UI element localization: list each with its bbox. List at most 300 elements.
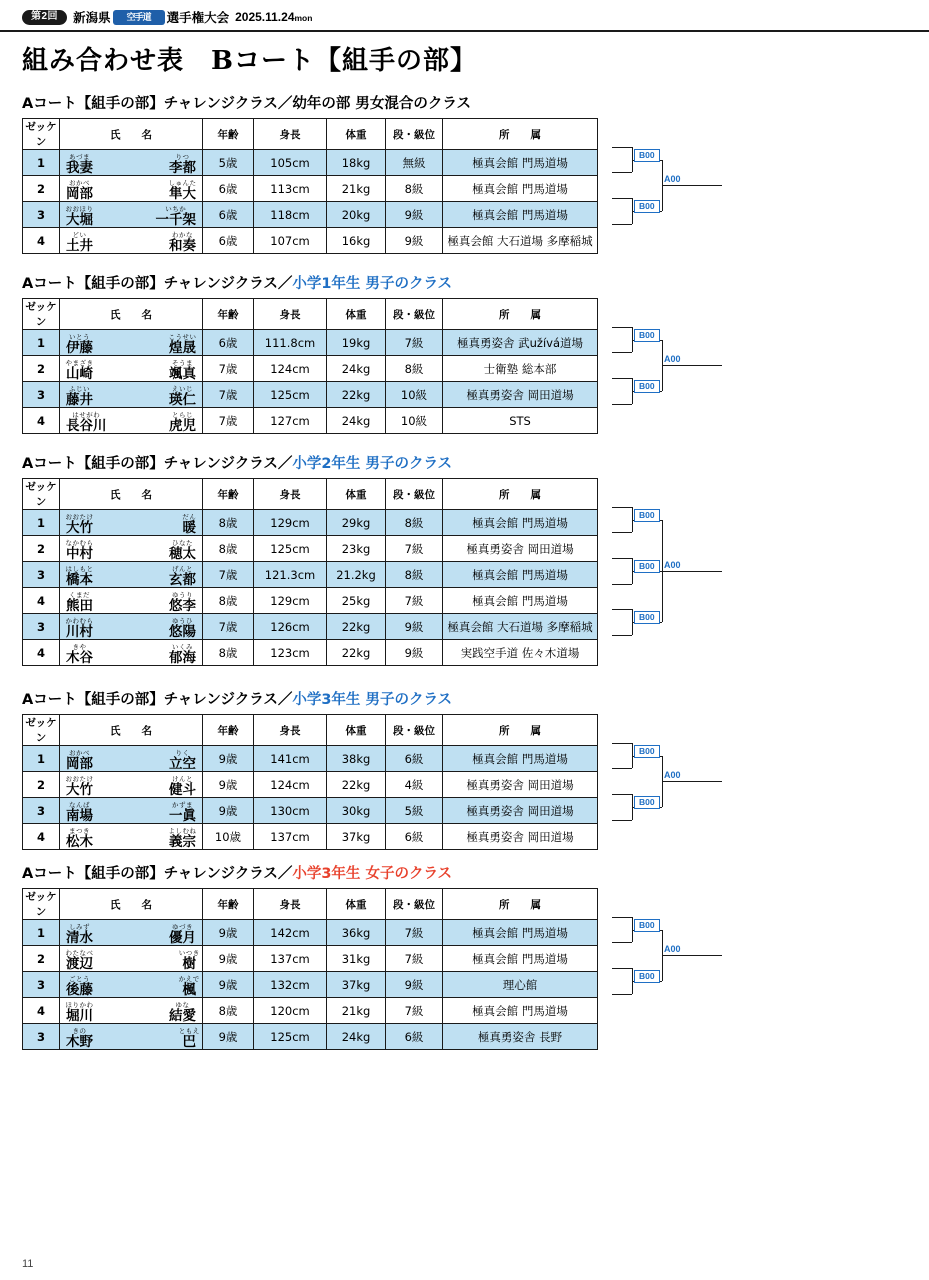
cell-age: 7歳 xyxy=(203,614,254,640)
bracket-slot-a: A00 xyxy=(664,354,681,365)
family-name-ruby: まつき xyxy=(69,826,90,835)
cell-bib: 2 xyxy=(23,176,60,202)
table-row xyxy=(23,972,598,998)
table-row xyxy=(23,562,598,588)
class-block xyxy=(22,272,681,434)
table-header-row xyxy=(23,119,598,150)
cell-height: 123cm xyxy=(254,640,327,666)
cell-dojo: 極真勇姿舎 長野 xyxy=(443,1024,598,1050)
given-name: しゅんた 隼大 xyxy=(168,178,197,202)
given-name: よしむね 義宗 xyxy=(168,826,197,850)
cell-dojo: 極真会館 大石道場 多摩稲城 xyxy=(443,228,598,254)
cell-height: 127cm xyxy=(254,408,327,434)
bracket-connector xyxy=(612,968,632,969)
cell-age: 8歳 xyxy=(203,510,254,536)
column-header: 段・級位 xyxy=(386,479,443,510)
given-name: かずま 一眞 xyxy=(169,800,196,824)
column-header: 所 属 xyxy=(443,119,598,150)
roster-table xyxy=(22,888,598,1050)
family-name: きの 木野 xyxy=(66,1026,93,1050)
column-header: 体重 xyxy=(327,889,386,920)
cell-dojo: 極真勇姿舎 岡田道場 xyxy=(443,772,598,798)
cell-weight: 16kg xyxy=(327,228,386,254)
bracket-connector xyxy=(612,378,632,379)
bracket-connector xyxy=(612,994,632,995)
table-row xyxy=(23,640,598,666)
bracket-slot-b: B00 xyxy=(634,970,660,983)
given-name: いくみ 郁海 xyxy=(169,642,196,666)
bracket-connector xyxy=(612,768,632,769)
cell-height: 124cm xyxy=(254,772,327,798)
cell-name xyxy=(60,772,203,798)
given-name-ruby: だん xyxy=(182,512,197,521)
cell-name xyxy=(60,382,203,408)
cell-height: 120cm xyxy=(254,998,327,1024)
table-row xyxy=(23,824,598,850)
cell-height: 137cm xyxy=(254,946,327,972)
cell-weight: 21kg xyxy=(327,998,386,1024)
cell-dojo: 極真会館 門馬道場 xyxy=(443,150,598,176)
class-title-sub: 小学3年生 女子のクラス xyxy=(292,866,453,882)
event-title xyxy=(73,8,229,26)
cell-age: 8歳 xyxy=(203,536,254,562)
bracket-connector xyxy=(662,571,722,572)
cell-age: 9歳 xyxy=(203,1024,254,1050)
bracket-connector xyxy=(662,955,722,956)
given-name: わかな 和奏 xyxy=(169,230,196,254)
given-name-ruby: りく xyxy=(175,748,190,757)
column-header: 体重 xyxy=(327,299,386,330)
family-name: きや 木谷 xyxy=(66,642,93,666)
cell-name xyxy=(60,150,203,176)
cell-bib: 1 xyxy=(23,746,60,772)
column-header: 氏 名 xyxy=(60,889,203,920)
cell-dojo: 極真会館 門馬道場 xyxy=(443,588,598,614)
cell-bib: 4 xyxy=(23,228,60,254)
cell-rank: 8級 xyxy=(386,356,443,382)
column-header: 所 属 xyxy=(443,299,598,330)
cell-bib: 3 xyxy=(23,1024,60,1050)
cell-dojo: 極真会館 門馬道場 xyxy=(443,510,598,536)
family-name: いとう 伊藤 xyxy=(66,332,93,356)
bracket-connector xyxy=(612,820,632,821)
family-name-ruby: なかむら xyxy=(65,538,94,547)
cell-dojo: 極真会館 大石道場 多摩稲城 xyxy=(443,614,598,640)
tournament-bracket xyxy=(612,904,912,1032)
bracket-connector xyxy=(662,365,722,366)
cell-weight: 36kg xyxy=(327,920,386,946)
bracket-slot-b: B00 xyxy=(634,560,660,573)
column-header: ゼッケン xyxy=(23,479,60,510)
cell-name xyxy=(60,408,203,434)
cell-rank: 6級 xyxy=(386,1024,443,1050)
given-name-ruby: いちか xyxy=(165,204,187,213)
document-header xyxy=(22,8,312,26)
cell-dojo: 極真勇姿舎 岡田道場 xyxy=(443,798,598,824)
family-name: おかべ 岡部 xyxy=(66,178,93,202)
bracket-slot-b: B00 xyxy=(634,380,660,393)
cell-weight: 24kg xyxy=(327,408,386,434)
table-row xyxy=(23,202,598,228)
cell-bib: 4 xyxy=(23,640,60,666)
bracket-connector xyxy=(612,942,632,943)
table-row xyxy=(23,408,598,434)
family-name: くまだ 熊田 xyxy=(66,590,93,614)
family-name-ruby: いとう xyxy=(69,332,90,341)
cell-weight: 22kg xyxy=(327,382,386,408)
cell-name xyxy=(60,946,203,972)
cell-dojo: 極真会館 門馬道場 xyxy=(443,562,598,588)
family-name: ごとう 後藤 xyxy=(66,974,93,998)
cell-bib: 3 xyxy=(23,202,60,228)
column-header: 所 属 xyxy=(443,889,598,920)
given-name: りつ 李都 xyxy=(169,152,196,176)
column-header: 段・級位 xyxy=(386,889,443,920)
table-row xyxy=(23,614,598,640)
cell-age: 6歳 xyxy=(203,202,254,228)
roster-table xyxy=(22,478,598,666)
table-row xyxy=(23,920,598,946)
cell-weight: 29kg xyxy=(327,510,386,536)
family-name-ruby: ごとう xyxy=(69,974,90,983)
cell-weight: 38kg xyxy=(327,746,386,772)
bracket-connector xyxy=(612,794,632,795)
cell-bib: 1 xyxy=(23,150,60,176)
family-name-ruby: おおたけ xyxy=(65,512,94,521)
column-header: 年齢 xyxy=(203,299,254,330)
cell-name xyxy=(60,510,203,536)
column-header: ゼッケン xyxy=(23,119,60,150)
cell-rank: 7級 xyxy=(386,998,443,1024)
column-header: 所 属 xyxy=(443,479,598,510)
given-name: ゆな 結愛 xyxy=(169,1000,196,1024)
cell-rank: 無級 xyxy=(386,150,443,176)
cell-height: 125cm xyxy=(254,1024,327,1050)
table-row xyxy=(23,998,598,1024)
cell-rank: 7級 xyxy=(386,588,443,614)
family-name: ほりかわ 堀川 xyxy=(65,1000,94,1024)
cell-bib: 1 xyxy=(23,330,60,356)
column-header: 段・級位 xyxy=(386,715,443,746)
cell-age: 7歳 xyxy=(203,408,254,434)
cell-bib: 1 xyxy=(23,510,60,536)
given-name-ruby: いつき xyxy=(178,948,200,957)
cell-weight: 31kg xyxy=(327,946,386,972)
tournament-bracket xyxy=(612,494,912,648)
given-name-ruby: ゆうひ xyxy=(172,616,193,625)
table-row xyxy=(23,176,598,202)
bracket-slot-b: B00 xyxy=(634,796,660,809)
cell-height: 137cm xyxy=(254,824,327,850)
bracket-connector xyxy=(612,327,632,328)
given-name-ruby: しゅんた xyxy=(168,178,197,187)
given-name: ひなた 穂太 xyxy=(169,538,196,562)
bracket-connector xyxy=(612,507,632,508)
table-header-row xyxy=(23,299,598,330)
cell-height: 129cm xyxy=(254,588,327,614)
family-name-ruby: はせがわ xyxy=(72,410,101,419)
family-name-ruby: わたなべ xyxy=(65,948,94,957)
cell-age: 8歳 xyxy=(203,640,254,666)
given-name-ruby: りつ xyxy=(175,152,190,161)
table-row xyxy=(23,946,598,972)
cell-weight: 24kg xyxy=(327,356,386,382)
cell-height: 125cm xyxy=(254,536,327,562)
cell-weight: 22kg xyxy=(327,614,386,640)
event-date xyxy=(235,10,312,24)
table-row xyxy=(23,772,598,798)
column-header: 身長 xyxy=(254,715,327,746)
given-name-ruby: とらじ xyxy=(172,410,193,419)
family-name: おかべ 岡部 xyxy=(66,748,93,772)
table-row xyxy=(23,798,598,824)
cell-height: 105cm xyxy=(254,150,327,176)
bracket-connector xyxy=(662,185,722,186)
cell-weight: 21.2kg xyxy=(327,562,386,588)
bracket-slot-b: B00 xyxy=(634,919,660,932)
table-row xyxy=(23,746,598,772)
given-name-ruby: そうま xyxy=(172,358,193,367)
given-name-ruby: ひなた xyxy=(172,538,193,547)
column-header: 氏 名 xyxy=(60,119,203,150)
cell-age: 9歳 xyxy=(203,972,254,998)
cell-age: 9歳 xyxy=(203,772,254,798)
cell-name xyxy=(60,614,203,640)
column-header: 氏 名 xyxy=(60,479,203,510)
tournament-bracket xyxy=(612,730,912,832)
given-name: ともえ 巴 xyxy=(178,1026,200,1050)
class-title-sub: 幼年の部 男女混合のクラス xyxy=(292,96,471,112)
table-header-row xyxy=(23,479,598,510)
cell-name xyxy=(60,562,203,588)
cell-name xyxy=(60,202,203,228)
cell-rank: 6級 xyxy=(386,824,443,850)
given-name-ruby: いくみ xyxy=(172,642,193,651)
family-name-ruby: やまざき xyxy=(65,358,94,367)
cell-rank: 10級 xyxy=(386,408,443,434)
bracket-connector xyxy=(612,172,632,173)
cell-bib: 3 xyxy=(23,614,60,640)
event-date-value: 2025.11.24 xyxy=(235,10,295,24)
class-title-sub: 小学1年生 男子のクラス xyxy=(292,276,453,292)
cell-name xyxy=(60,640,203,666)
bracket-connector xyxy=(612,352,632,353)
cell-dojo: 極真勇姿舎 岡田道場 xyxy=(443,536,598,562)
given-name-ruby: かえで xyxy=(178,974,200,983)
cell-rank: 7級 xyxy=(386,920,443,946)
family-name-ruby: しみず xyxy=(69,922,90,931)
cell-age: 9歳 xyxy=(203,798,254,824)
column-header: 身長 xyxy=(254,889,327,920)
family-name-ruby: きや xyxy=(72,642,87,651)
family-name-ruby: おかべ xyxy=(69,178,90,187)
cell-rank: 9級 xyxy=(386,228,443,254)
given-name: いちか 一千架 xyxy=(155,204,196,228)
class-title-sub: 小学2年生 男子のクラス xyxy=(292,456,453,472)
column-header: ゼッケン xyxy=(23,715,60,746)
table-header-row xyxy=(23,889,598,920)
tournament-bracket xyxy=(612,134,912,236)
given-name: りく 立空 xyxy=(169,748,196,772)
column-header: 年齢 xyxy=(203,715,254,746)
table-header-row xyxy=(23,715,598,746)
cell-dojo: 極真会館 門馬道場 xyxy=(443,998,598,1024)
cell-dojo: 極真会館 門馬道場 xyxy=(443,946,598,972)
family-name: おおたけ 大竹 xyxy=(65,774,94,798)
column-header: 年齢 xyxy=(203,479,254,510)
class-block xyxy=(22,92,681,254)
cell-dojo: 実践空手道 佐々木道場 xyxy=(443,640,598,666)
given-name: だん 暖 xyxy=(182,512,197,536)
bracket-connector xyxy=(612,743,632,744)
cell-name xyxy=(60,1024,203,1050)
family-name-ruby: きの xyxy=(72,1026,87,1035)
cell-bib: 2 xyxy=(23,356,60,382)
roster-table xyxy=(22,118,598,254)
column-header: 体重 xyxy=(327,715,386,746)
table-row xyxy=(23,510,598,536)
cell-bib: 3 xyxy=(23,972,60,998)
class-title xyxy=(22,688,598,709)
cell-height: 113cm xyxy=(254,176,327,202)
given-name-ruby: えいじ xyxy=(172,384,193,393)
family-name: ふじい 藤井 xyxy=(66,384,93,408)
cell-rank: 7級 xyxy=(386,536,443,562)
given-name: ゆづき 優月 xyxy=(169,922,196,946)
table-row xyxy=(23,228,598,254)
cell-height: 118cm xyxy=(254,202,327,228)
cell-name xyxy=(60,746,203,772)
cell-bib: 1 xyxy=(23,920,60,946)
cell-height: 111.8cm xyxy=(254,330,327,356)
class-block xyxy=(22,688,681,850)
family-name-ruby: おかべ xyxy=(69,748,90,757)
bracket-slot-a: A00 xyxy=(664,559,681,570)
header-divider xyxy=(0,30,929,32)
page-title: 組み合わせ表 Bコート【組手の部】 xyxy=(22,46,477,76)
bracket-connector xyxy=(662,781,722,782)
class-title-main: Aコート【組手の部】チャレンジクラス／ xyxy=(22,866,293,882)
family-name: おおたけ 大竹 xyxy=(65,512,94,536)
class-title-main: Aコート【組手の部】チャレンジクラス／ xyxy=(22,692,293,708)
class-title xyxy=(22,272,598,293)
cell-age: 7歳 xyxy=(203,562,254,588)
column-header: 所 属 xyxy=(443,715,598,746)
bracket-connector xyxy=(612,635,632,636)
given-name: ゆうひ 悠陽 xyxy=(169,616,196,640)
cell-age: 10歳 xyxy=(203,824,254,850)
bracket-slot-b: B00 xyxy=(634,745,660,758)
cell-dojo: 極真勇姿舎 岡田道場 xyxy=(443,382,598,408)
cell-height: 125cm xyxy=(254,382,327,408)
tournament-bracket xyxy=(612,314,912,416)
page-number: 11 xyxy=(22,1258,34,1270)
cell-age: 8歳 xyxy=(203,998,254,1024)
given-name-ruby: げんと xyxy=(172,564,193,573)
cell-rank: 9級 xyxy=(386,202,443,228)
family-name-ruby: くまだ xyxy=(69,590,90,599)
cell-dojo: 極真会館 門馬道場 xyxy=(443,746,598,772)
given-name: そうま 颯真 xyxy=(169,358,196,382)
family-name-ruby: ほりかわ xyxy=(65,1000,94,1009)
cell-dojo: 極真勇姿舎 武užívá道場 xyxy=(443,330,598,356)
given-name-ruby: よしむね xyxy=(168,826,197,835)
event-date-weekday: mon xyxy=(294,13,313,23)
column-header: 年齢 xyxy=(203,119,254,150)
cell-height: 107cm xyxy=(254,228,327,254)
cell-name xyxy=(60,972,203,998)
bracket-slot-a: A00 xyxy=(664,174,681,185)
cell-name xyxy=(60,356,203,382)
cell-rank: 9級 xyxy=(386,614,443,640)
family-name: かわむら 川村 xyxy=(65,616,94,640)
cell-rank: 7級 xyxy=(386,946,443,972)
karate-logo-icon: 空手道 xyxy=(113,10,165,25)
cell-height: 126cm xyxy=(254,614,327,640)
cell-dojo: 士衛塾 総本部 xyxy=(443,356,598,382)
cell-rank: 5級 xyxy=(386,798,443,824)
bracket-connector xyxy=(612,609,632,610)
cell-bib: 4 xyxy=(23,408,60,434)
cell-height: 129cm xyxy=(254,510,327,536)
given-name: かえで 楓 xyxy=(178,974,200,998)
column-header: ゼッケン xyxy=(23,889,60,920)
table-row xyxy=(23,1024,598,1050)
class-title xyxy=(22,92,598,113)
cell-bib: 4 xyxy=(23,824,60,850)
family-name-ruby: かわむら xyxy=(65,616,94,625)
family-name: まつき 松木 xyxy=(66,826,93,850)
column-header: 氏 名 xyxy=(60,299,203,330)
cell-weight: 37kg xyxy=(327,824,386,850)
cell-height: 141cm xyxy=(254,746,327,772)
column-header: 体重 xyxy=(327,479,386,510)
table-row xyxy=(23,536,598,562)
given-name-ruby: ゆづき xyxy=(172,922,193,931)
cell-bib: 3 xyxy=(23,798,60,824)
family-name-ruby: ふじい xyxy=(69,384,90,393)
given-name-ruby: こうせい xyxy=(168,332,197,341)
given-name-ruby: ともえ xyxy=(178,1026,200,1035)
cell-bib: 3 xyxy=(23,382,60,408)
cell-age: 6歳 xyxy=(203,176,254,202)
cell-age: 9歳 xyxy=(203,920,254,946)
cell-weight: 23kg xyxy=(327,536,386,562)
cell-bib: 2 xyxy=(23,772,60,798)
bracket-slot-b: B00 xyxy=(634,509,660,522)
cell-weight: 22kg xyxy=(327,772,386,798)
cell-name xyxy=(60,330,203,356)
cell-bib: 4 xyxy=(23,588,60,614)
column-header: ゼッケン xyxy=(23,299,60,330)
given-name-ruby: かずま xyxy=(172,800,193,809)
table-row xyxy=(23,330,598,356)
bracket-connector xyxy=(612,532,632,533)
column-header: 氏 名 xyxy=(60,715,203,746)
class-title-sub: 小学3年生 男子のクラス xyxy=(292,692,453,708)
bracket-connector xyxy=(612,224,632,225)
cell-age: 9歳 xyxy=(203,946,254,972)
cell-rank: 9級 xyxy=(386,972,443,998)
bracket-slot-a: A00 xyxy=(664,944,681,955)
cell-height: 130cm xyxy=(254,798,327,824)
cell-bib: 2 xyxy=(23,536,60,562)
table-row xyxy=(23,356,598,382)
cell-rank: 4級 xyxy=(386,772,443,798)
family-name-ruby: あづま xyxy=(69,152,90,161)
given-name: げんと 玄都 xyxy=(169,564,196,588)
cell-dojo: 極真勇姿舎 岡田道場 xyxy=(443,824,598,850)
